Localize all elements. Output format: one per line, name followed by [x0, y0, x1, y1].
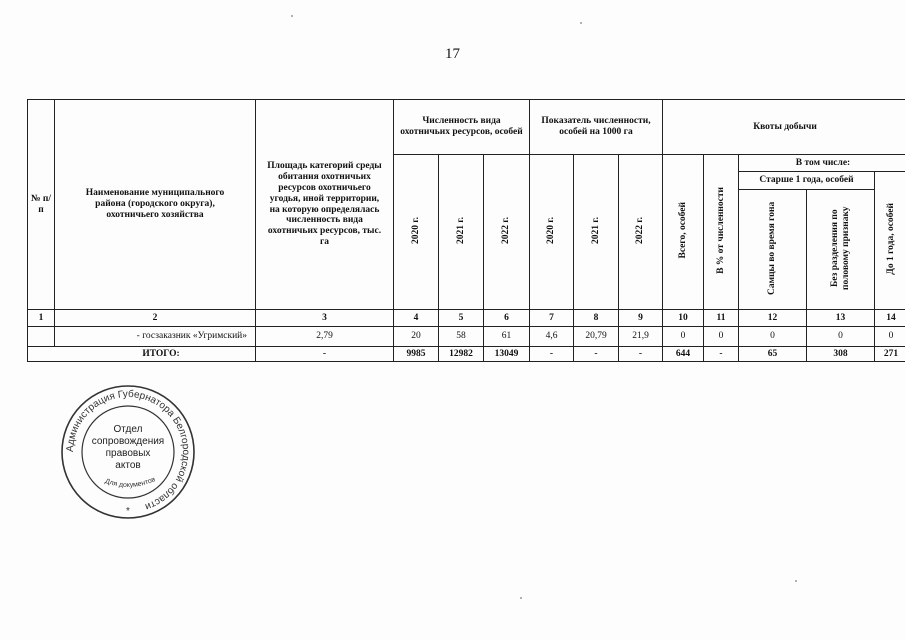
- total-cell: -: [256, 347, 394, 362]
- header-density: Показатель численности, особей на 1000 га: [530, 100, 663, 155]
- col-num: 3: [256, 310, 394, 327]
- header-population: Численность вида охотничьих ресурсов, особей: [394, 100, 530, 155]
- header-den-2022: 2022 г.: [619, 155, 663, 310]
- total-cell: 644: [663, 347, 704, 362]
- header-den-2021: 2021 г.: [574, 155, 619, 310]
- col-num: 4: [394, 310, 439, 327]
- scan-speck: [291, 15, 293, 17]
- col-num: 6: [484, 310, 530, 327]
- total-row: [28, 347, 905, 362]
- row-cell: 0: [807, 327, 875, 347]
- official-stamp: [58, 382, 198, 522]
- col-num: 13: [807, 310, 875, 327]
- quota-table: [27, 99, 905, 362]
- row-cell: 20,79: [574, 327, 619, 347]
- row-cell: 0: [704, 327, 739, 347]
- header-nosex: Без разделения по половому признаку: [807, 190, 875, 310]
- header-percent: В % от численности: [704, 155, 739, 310]
- stamp-star: *: [126, 506, 130, 517]
- header-den-2020: 2020 г.: [530, 155, 574, 310]
- total-cell: 65: [739, 347, 807, 362]
- total-cell: 9985: [394, 347, 439, 362]
- page-number: 17: [445, 46, 460, 62]
- header-area: Площадь категорий среды обитания охотничьих ресурсов охотничьего угодья, иной территории, на которую определялась численность вида охотничьих ресурсов, тыс. га: [256, 100, 394, 310]
- row-cell: 0: [739, 327, 807, 347]
- total-cell: -: [574, 347, 619, 362]
- row-area: 2,79: [256, 327, 394, 347]
- row-name: - госзаказник «Угримский»: [55, 327, 256, 347]
- row-cell: 20: [394, 327, 439, 347]
- stamp-line-3: правовых: [105, 448, 151, 459]
- scan-speck: [520, 597, 522, 599]
- row-cell: 58: [439, 327, 484, 347]
- scan-speck: [795, 580, 797, 582]
- col-num: 1: [28, 310, 55, 327]
- stamp-line-1: Отдел: [113, 424, 143, 435]
- total-cell: -: [704, 347, 739, 362]
- col-num: 5: [439, 310, 484, 327]
- header-young: До 1 года, особей: [875, 172, 905, 310]
- stamp-ring-text: Администрация Губернатора Белгородской области: [64, 388, 192, 513]
- scan-speck: [580, 22, 582, 24]
- row-cell: 21,9: [619, 327, 663, 347]
- total-cell: 271: [875, 347, 905, 362]
- header-including: В том числе:: [739, 155, 905, 172]
- stamp-bottom-text: Для документов: [104, 476, 157, 490]
- header-older: Старше 1 года, особей: [739, 172, 875, 190]
- col-num: 10: [663, 310, 704, 327]
- header-pop-2020: 2020 г.: [394, 155, 439, 310]
- col-num: 14: [875, 310, 905, 327]
- total-cell: 13049: [484, 347, 530, 362]
- total-cell: 308: [807, 347, 875, 362]
- table-row: [28, 327, 905, 347]
- header-quotas: Квоты добычи: [663, 100, 905, 155]
- header-pop-2021: 2021 г.: [439, 155, 484, 310]
- total-cell: 12982: [439, 347, 484, 362]
- total-cell: -: [619, 347, 663, 362]
- row-cell: 0: [875, 327, 905, 347]
- column-numbers-row: [28, 310, 905, 327]
- row-cell: 0: [663, 327, 704, 347]
- header-males: Самцы во время гона: [739, 190, 807, 310]
- total-label: ИТОГО:: [28, 347, 256, 362]
- col-num: 7: [530, 310, 574, 327]
- col-num: 11: [704, 310, 739, 327]
- header-name: Наименование муниципального района (городского округа), охотничьего хозяйства: [55, 100, 256, 310]
- stamp-line-4: актов: [115, 460, 141, 471]
- stamp-line-2: сопровождения: [91, 436, 165, 447]
- row-num: [28, 327, 55, 347]
- header-total: Всего, особей: [663, 155, 704, 310]
- header-pop-2022: 2022 г.: [484, 155, 530, 310]
- col-num: 2: [55, 310, 256, 327]
- header-num: № п/п: [28, 100, 55, 310]
- row-cell: 61: [484, 327, 530, 347]
- row-cell: 4,6: [530, 327, 574, 347]
- col-num: 12: [739, 310, 807, 327]
- total-cell: -: [530, 347, 574, 362]
- col-num: 8: [574, 310, 619, 327]
- col-num: 9: [619, 310, 663, 327]
